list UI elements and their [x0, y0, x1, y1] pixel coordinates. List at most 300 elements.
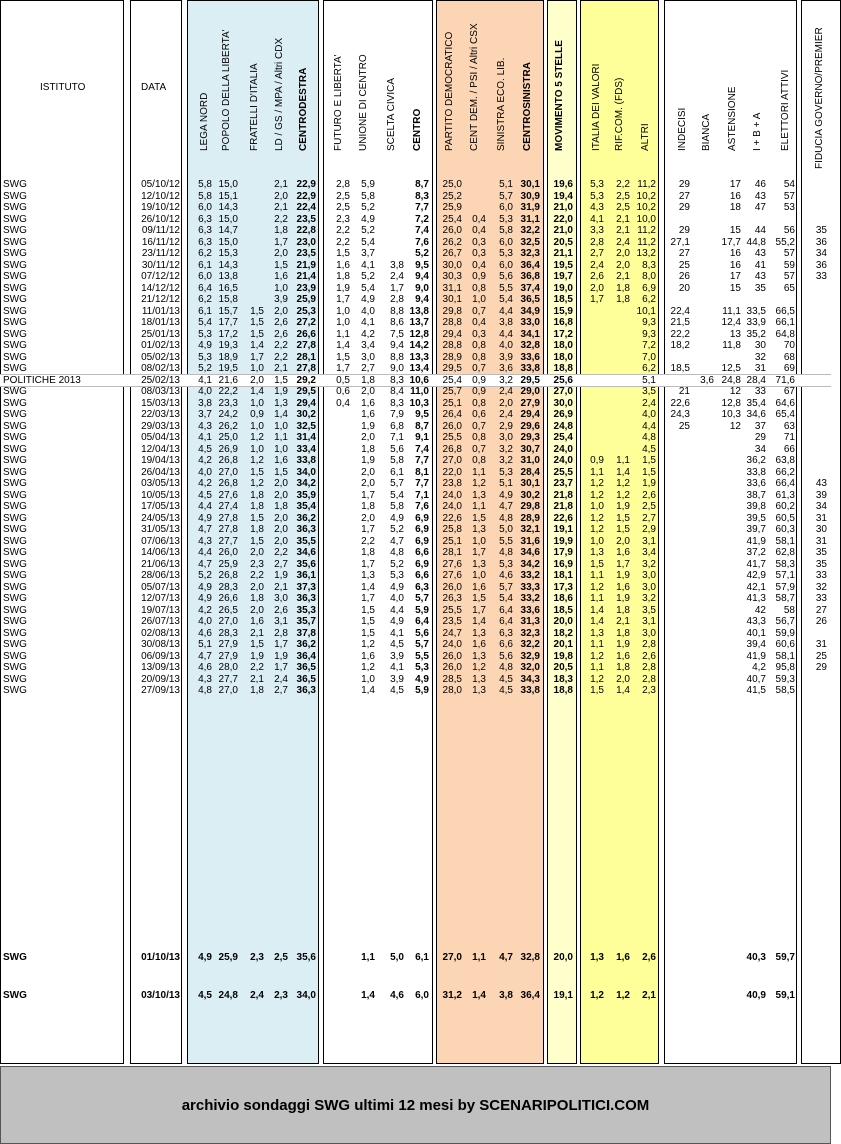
cell-altri: 1,9: [642, 478, 656, 489]
cell-iba: 32: [754, 351, 766, 363]
cell-rif: 2,2: [616, 179, 630, 190]
row-date: 26/07/13: [141, 616, 180, 627]
cell-sc: 4,5: [390, 639, 404, 650]
header-indecisi-cell: [677, 0, 689, 150]
cell-sel: 5,3: [499, 213, 513, 225]
cell-pd: 26,8: [442, 443, 462, 455]
cell-idv: 1,7: [590, 294, 604, 305]
cell-iba: 42,1: [746, 581, 766, 593]
cell-m5s: 24,0: [553, 455, 573, 466]
cell-rif: 1,8: [616, 662, 630, 673]
cell-pd: 26,2: [442, 236, 462, 248]
cell-elettori: 64,6: [775, 397, 795, 409]
cell-csx: 30,2: [520, 489, 540, 501]
cell-iba: 43: [754, 190, 766, 202]
cell-cd: 0,8: [472, 455, 486, 466]
cell-elettori: 53: [783, 202, 795, 213]
cell-altri: 10,0: [636, 213, 656, 225]
cell-rif: 1,8: [616, 294, 630, 305]
cell-sc: 7,5: [390, 328, 404, 340]
cell-sel: 4,7: [499, 952, 513, 963]
cell-m5s: 24,8: [553, 420, 573, 432]
header-centro: CENTRO: [412, 108, 423, 151]
cell-udc: 1,5: [361, 616, 375, 627]
cell-fdi: 1,5: [250, 512, 264, 524]
cell-fli: 1,5: [336, 351, 350, 363]
cell-altri: 10,2: [636, 202, 656, 213]
row-date: 07/06/13: [141, 535, 180, 547]
row-date: 22/03/13: [141, 409, 180, 420]
row-institute: SWG: [3, 639, 27, 650]
row-institute: SWG: [3, 340, 27, 351]
cell-sel: 5,6: [499, 271, 513, 282]
cell-iba: 44: [754, 225, 766, 236]
cell-centro: 5,7: [415, 593, 429, 604]
cell-csx: 28,9: [520, 512, 540, 524]
cell-sel: 4,9: [499, 489, 513, 501]
cell-altri: 2,6: [642, 489, 656, 501]
cell-ld: 1,7: [274, 639, 288, 650]
cell-fdi: 1,0: [250, 397, 264, 409]
cell-ld: 1,9: [274, 386, 288, 397]
cell-pd: 26,0: [442, 650, 462, 662]
cell-ld: 2,2: [274, 547, 288, 558]
row-date: 03/05/13: [141, 478, 180, 489]
row-institute: SWG: [3, 409, 27, 420]
cell-m5s: 23,7: [553, 478, 573, 489]
cell-fiducia: 33: [815, 570, 827, 581]
row-date: 27/09/13: [141, 685, 180, 696]
cell-elettori: 57,9: [775, 581, 795, 593]
cell-indecisi: 25: [678, 259, 690, 271]
cell-pd: 24,0: [442, 501, 462, 512]
cell-pd: 24,0: [442, 489, 462, 501]
header-m5s: MOVIMENTO 5 STELLE: [554, 40, 565, 151]
row-institute: SWG: [3, 558, 27, 570]
cell-iba: 42: [754, 604, 766, 616]
cell-iba: 47: [754, 202, 766, 213]
cell-lega: 4,7: [198, 558, 212, 570]
cell-sel: 4,8: [499, 662, 513, 673]
cell-iba: 37: [754, 420, 766, 432]
cell-centro: 7,4: [415, 443, 429, 455]
cell-ld: 2,5: [274, 952, 288, 963]
cell-astensione: 13: [729, 328, 741, 340]
row-institute: SWG: [3, 581, 27, 593]
cell-centro: 6,9: [415, 535, 429, 547]
cell-fdi: 1,0: [250, 363, 264, 374]
cell-altri: 2,6: [642, 952, 656, 963]
cell-udc: 2,7: [361, 363, 375, 374]
cell-sc: 4,5: [390, 685, 404, 696]
cell-cdx: 31,4: [296, 432, 316, 443]
cell-elettori: 59,1: [775, 990, 795, 1001]
cell-iba: 41,7: [746, 558, 766, 570]
cell-csx: 32,2: [520, 225, 540, 236]
cell-elettori: 54: [783, 179, 795, 190]
row-institute: SWG: [3, 455, 27, 466]
cell-cdx: 22,4: [296, 202, 316, 213]
cell-cdx: 37,3: [296, 581, 316, 593]
cell-fiducia: 33: [815, 593, 827, 604]
cell-sel: 5,7: [499, 581, 513, 593]
cell-elettori: 70: [783, 340, 795, 351]
row-date: 31/05/13: [141, 524, 180, 535]
cell-m5s: 16,8: [553, 317, 573, 328]
cell-pd: 26,4: [442, 409, 462, 420]
cell-altri: 11,2: [637, 225, 656, 236]
cell-elettori: 65: [783, 282, 795, 294]
cell-rif: 2,0: [616, 259, 630, 271]
cell-ld: 2,1: [274, 363, 288, 374]
row-date: 19/07/13: [141, 604, 180, 616]
cell-cd: 1,0: [472, 570, 486, 581]
cell-pdl: 15,8: [218, 294, 238, 305]
cell-idv: 5,3: [590, 179, 604, 190]
cell-fli: 2,2: [336, 225, 350, 236]
row-date: 15/03/13: [141, 397, 180, 409]
cell-csx: 31,0: [520, 455, 540, 466]
cell-idv: 1,3: [590, 627, 604, 639]
cell-lega: 4,9: [198, 593, 212, 604]
cell-centro: 7,2: [415, 213, 429, 225]
cell-cd: 0,4: [472, 213, 486, 225]
cell-pd: 22,0: [442, 466, 462, 478]
cell-elettori: 58,7: [775, 593, 795, 604]
cell-indecisi: 22,2: [670, 328, 690, 340]
row-institute: SWG: [3, 259, 27, 271]
cell-pdl: 19,5: [218, 363, 238, 374]
cell-sc: 5,0: [390, 952, 404, 963]
cell-m5s: 20,5: [553, 236, 573, 248]
cell-ld: 2,1: [274, 581, 288, 593]
cell-centro: 6,9: [415, 512, 429, 524]
row-date: 06/09/13: [141, 650, 180, 662]
cell-idv: 2,0: [590, 282, 604, 294]
row-date: 05/02/13: [141, 351, 180, 363]
cell-csx: 27,9: [520, 397, 540, 409]
row-institute: SWG: [3, 524, 27, 535]
cell-elettori: 66,5: [775, 305, 795, 317]
cell-sel: 5,4: [499, 593, 513, 604]
cell-fdi: 2,0: [250, 604, 264, 616]
cell-astensione: 11,8: [722, 340, 741, 351]
cell-pdl: 27,8: [218, 524, 238, 535]
cell-udc: 1,1: [361, 952, 375, 963]
cell-m5s: 30,0: [553, 397, 573, 409]
cell-astensione: 24,8: [721, 374, 741, 386]
cell-elettori: 58,1: [775, 535, 795, 547]
cell-centro: 7,6: [415, 501, 429, 512]
cell-ld: 1,4: [274, 409, 288, 420]
cell-lega: 4,4: [198, 501, 212, 512]
cell-rif: 1,5: [616, 524, 630, 535]
cell-cdx: 35,3: [296, 604, 316, 616]
cell-csx: 31,9: [520, 202, 540, 213]
header-fdi: FRATELLI D'ITALIA: [249, 63, 260, 151]
cell-elettori: 63: [783, 420, 795, 432]
cell-cdx: 25,9: [296, 294, 316, 305]
cell-m5s: 24,0: [553, 443, 573, 455]
cell-iba: 33,8: [746, 466, 766, 478]
cell-ld: 3,1: [274, 616, 288, 627]
cell-udc: 1,2: [361, 662, 375, 673]
cell-elettori: 59,3: [775, 673, 795, 685]
cell-m5s: 18,0: [553, 351, 573, 363]
cell-centro: 7,7: [415, 478, 429, 489]
cell-udc: 4,0: [361, 305, 375, 317]
cell-lega: 4,1: [198, 432, 212, 443]
row-date: 28/06/13: [141, 570, 180, 581]
cell-udc: 5,9: [361, 179, 375, 190]
cell-rif: 1,6: [616, 581, 630, 593]
cell-iba: 4,2: [752, 662, 766, 673]
cell-indecisi: 20: [678, 282, 690, 294]
cell-fiducia: 26: [815, 616, 827, 627]
cell-altri: 6,2: [642, 363, 656, 374]
cell-elettori: 68: [783, 351, 795, 363]
cell-sel: 5,3: [499, 466, 513, 478]
cell-m5s: 19,0: [553, 282, 573, 294]
cell-cd: 1,6: [472, 639, 486, 650]
cell-udc: 2,0: [361, 432, 375, 443]
cell-lega: 5,3: [198, 351, 212, 363]
cell-iba: 40,9: [746, 990, 766, 1001]
row-institute: SWG: [3, 179, 27, 190]
cell-indecisi: 18,2: [670, 340, 690, 351]
cell-m5s: 25,5: [553, 466, 573, 478]
cell-idv: 2,6: [590, 271, 604, 282]
cell-indecisi: 18,5: [670, 363, 690, 374]
cell-fiducia: 27: [815, 604, 827, 616]
header-istituto: ISTITUTO: [40, 82, 86, 93]
cell-fli: 1,1: [336, 328, 350, 340]
cell-lega: 6,1: [198, 305, 212, 317]
cell-altri: 2,8: [642, 662, 656, 673]
cell-idv: 1,2: [590, 581, 604, 593]
cell-centro: 7,7: [415, 455, 429, 466]
cell-sc: 4,9: [390, 512, 404, 524]
cell-altri: 3,0: [642, 570, 656, 581]
cell-csx: 30,1: [520, 478, 540, 489]
row-institute: SWG: [3, 570, 27, 581]
cell-pd: 26,7: [442, 248, 462, 259]
row-date: 25/01/13: [141, 328, 180, 340]
header-csx: CENTROSINISTRA: [522, 62, 533, 151]
cell-rif: 2,0: [616, 248, 630, 259]
cell-sel: 2,0: [499, 397, 513, 409]
cell-csx: 29,6: [520, 420, 540, 432]
cell-sel: 5,4: [499, 294, 513, 305]
cell-indecisi: 27: [678, 190, 690, 202]
cell-pdl: 19,3: [218, 340, 238, 351]
cell-ld: 1,3: [274, 397, 288, 409]
row-date: 18/01/13: [141, 317, 180, 328]
cell-iba: 40,1: [746, 627, 766, 639]
cell-fdi: 2,2: [250, 570, 264, 581]
cell-cd: 0,9: [472, 374, 486, 386]
cell-centro: 8,7: [415, 179, 429, 190]
cell-pdl: 28,0: [218, 662, 238, 673]
cell-m5s: 18,0: [553, 340, 573, 351]
cell-pdl: 27,6: [218, 489, 238, 501]
cell-pd: 28,0: [442, 685, 462, 696]
cell-pdl: 26,8: [218, 570, 238, 581]
cell-fli: 1,7: [336, 363, 350, 374]
row-institute: SWG: [3, 673, 27, 685]
cell-sc: 6,8: [390, 420, 404, 432]
cell-idv: 5,3: [590, 190, 604, 202]
cell-sel: 4,6: [499, 570, 513, 581]
cell-sc: 7,9: [390, 409, 404, 420]
cell-cd: 1,3: [472, 489, 486, 501]
cell-pdl: 27,9: [218, 650, 238, 662]
cell-pd: 23,5: [442, 616, 462, 627]
cell-iba: 29: [754, 432, 766, 443]
cell-idv: 4,1: [590, 213, 604, 225]
row-institute: SWG: [3, 386, 27, 397]
cell-indecisi: 29: [678, 202, 690, 213]
cell-centro: 6,9: [415, 524, 429, 535]
cell-m5s: 19,8: [553, 650, 573, 662]
cell-indecisi: 27,1: [670, 236, 690, 248]
cell-altri: 4,4: [642, 420, 656, 432]
footer-bar: [0, 1066, 831, 1144]
cell-iba: 38,7: [746, 489, 766, 501]
cell-iba: 41,9: [746, 535, 766, 547]
cell-idv: 0,9: [590, 455, 604, 466]
cell-centro: 5,7: [415, 639, 429, 650]
cell-iba: 43,3: [746, 616, 766, 627]
cell-rif: 2,1: [616, 225, 630, 236]
cell-lega: 4,7: [198, 650, 212, 662]
cell-iba: 39,7: [746, 524, 766, 535]
cell-cd: 0,9: [472, 386, 486, 397]
cell-lega: 4,9: [198, 581, 212, 593]
cell-fli: 2,5: [336, 190, 350, 202]
cell-rif: 1,6: [616, 952, 630, 963]
cell-fdi: 2,4: [250, 990, 264, 1001]
row-institute: SWG: [3, 282, 27, 294]
cell-fli: 1,0: [336, 317, 350, 328]
cell-astensione: 18: [729, 202, 741, 213]
cell-iba: 35,4: [746, 397, 766, 409]
cell-cdx: 23,5: [296, 213, 316, 225]
cell-udc: 3,0: [361, 351, 375, 363]
cell-sc: 4,6: [390, 990, 404, 1001]
cell-cdx: 35,5: [296, 535, 316, 547]
cell-altri: 9,3: [642, 328, 656, 340]
cell-m5s: 20,0: [553, 616, 573, 627]
cell-elettori: 67: [783, 386, 795, 397]
header-lega-cell: [199, 0, 211, 150]
cell-altri: 3,5: [642, 386, 656, 397]
cell-ld: 2,2: [274, 213, 288, 225]
row-date: 12/10/12: [141, 190, 180, 202]
cell-altri: 7,2: [642, 340, 656, 351]
cell-altri: 3,0: [642, 627, 656, 639]
row-institute: SWG: [3, 650, 27, 662]
cell-sel: 6,4: [499, 616, 513, 627]
cell-fdi: 1,5: [250, 535, 264, 547]
cell-ld: 3,9: [274, 294, 288, 305]
cell-idv: 3,3: [590, 225, 604, 236]
cell-lega: 3,8: [198, 397, 212, 409]
cell-csx: 33,0: [520, 317, 540, 328]
cell-rif: 1,5: [616, 512, 630, 524]
cell-altri: 5,1: [642, 374, 656, 386]
cell-sc: 6,1: [390, 466, 404, 478]
cell-cd: 0,7: [472, 420, 486, 432]
cell-m5s: 21,8: [553, 501, 573, 512]
row-date: 16/11/12: [141, 236, 180, 248]
cell-centro: 13,7: [409, 317, 429, 328]
cell-udc: 4,9: [361, 294, 375, 305]
cell-fli: 1,5: [336, 248, 350, 259]
cell-altri: 2,3: [642, 685, 656, 696]
cell-iba: 33,5: [746, 305, 766, 317]
cell-sc: 3,9: [390, 650, 404, 662]
cell-astensione: 10,3: [721, 409, 741, 420]
cell-pdl: 26,5: [218, 604, 238, 616]
cell-elettori: 59,9: [775, 627, 795, 639]
row-institute: SWG: [3, 478, 27, 489]
cell-indecisi: 29: [678, 225, 690, 236]
cell-sel: 5,3: [499, 558, 513, 570]
cell-altri: 3,0: [642, 581, 656, 593]
cell-rif: 1,8: [616, 604, 630, 616]
cell-sel: 2,4: [499, 386, 513, 397]
cell-cd: 1,3: [472, 524, 486, 535]
cell-sc: 8,3: [390, 397, 404, 409]
cell-elettori: 57,1: [775, 570, 795, 581]
cell-elettori: 59,7: [775, 952, 795, 963]
cell-pdl: 27,0: [218, 616, 238, 627]
header-astensione: ASTENSIONE: [727, 86, 738, 151]
cell-altri: 1,5: [642, 466, 656, 478]
cell-cd: 0,4: [472, 259, 486, 271]
header-m5s-cell: [554, 0, 566, 150]
header-iba-cell: [752, 0, 764, 150]
cell-pd: 28,8: [442, 340, 462, 351]
cell-fli: 0,6: [336, 386, 350, 397]
cell-csx: 34,9: [520, 305, 540, 317]
cell-pdl: 28,3: [218, 627, 238, 639]
cell-centro: 5,6: [415, 627, 429, 639]
footer-text: archivio sondaggi SWG ultimi 12 mesi by SCENARIPOLITICI.COM: [181, 1097, 650, 1114]
cell-astensione: 17: [729, 179, 741, 190]
row-institute: SWG: [3, 604, 27, 616]
cell-csx: 31,1: [520, 213, 540, 225]
cell-m5s: 19,1: [553, 524, 573, 535]
cell-csx: 33,8: [520, 685, 540, 696]
cell-ld: 1,9: [274, 650, 288, 662]
cell-sel: 3,2: [499, 443, 513, 455]
cell-altri: 10,2: [636, 190, 656, 202]
cell-astensione: 16: [729, 190, 741, 202]
cell-lega: 6,1: [198, 259, 212, 271]
row-date: 26/10/12: [141, 213, 180, 225]
cell-lega: 6,0: [198, 202, 212, 213]
cell-altri: 2,5: [642, 501, 656, 512]
cell-pd: 26,0: [442, 662, 462, 673]
cell-sc: 3,8: [390, 259, 404, 271]
cell-centro: 5,2: [415, 248, 429, 259]
cell-centro: 5,9: [415, 604, 429, 616]
cell-lega: 6,3: [198, 236, 212, 248]
cell-pd: 26,0: [442, 581, 462, 593]
row-institute: SWG: [3, 225, 27, 236]
